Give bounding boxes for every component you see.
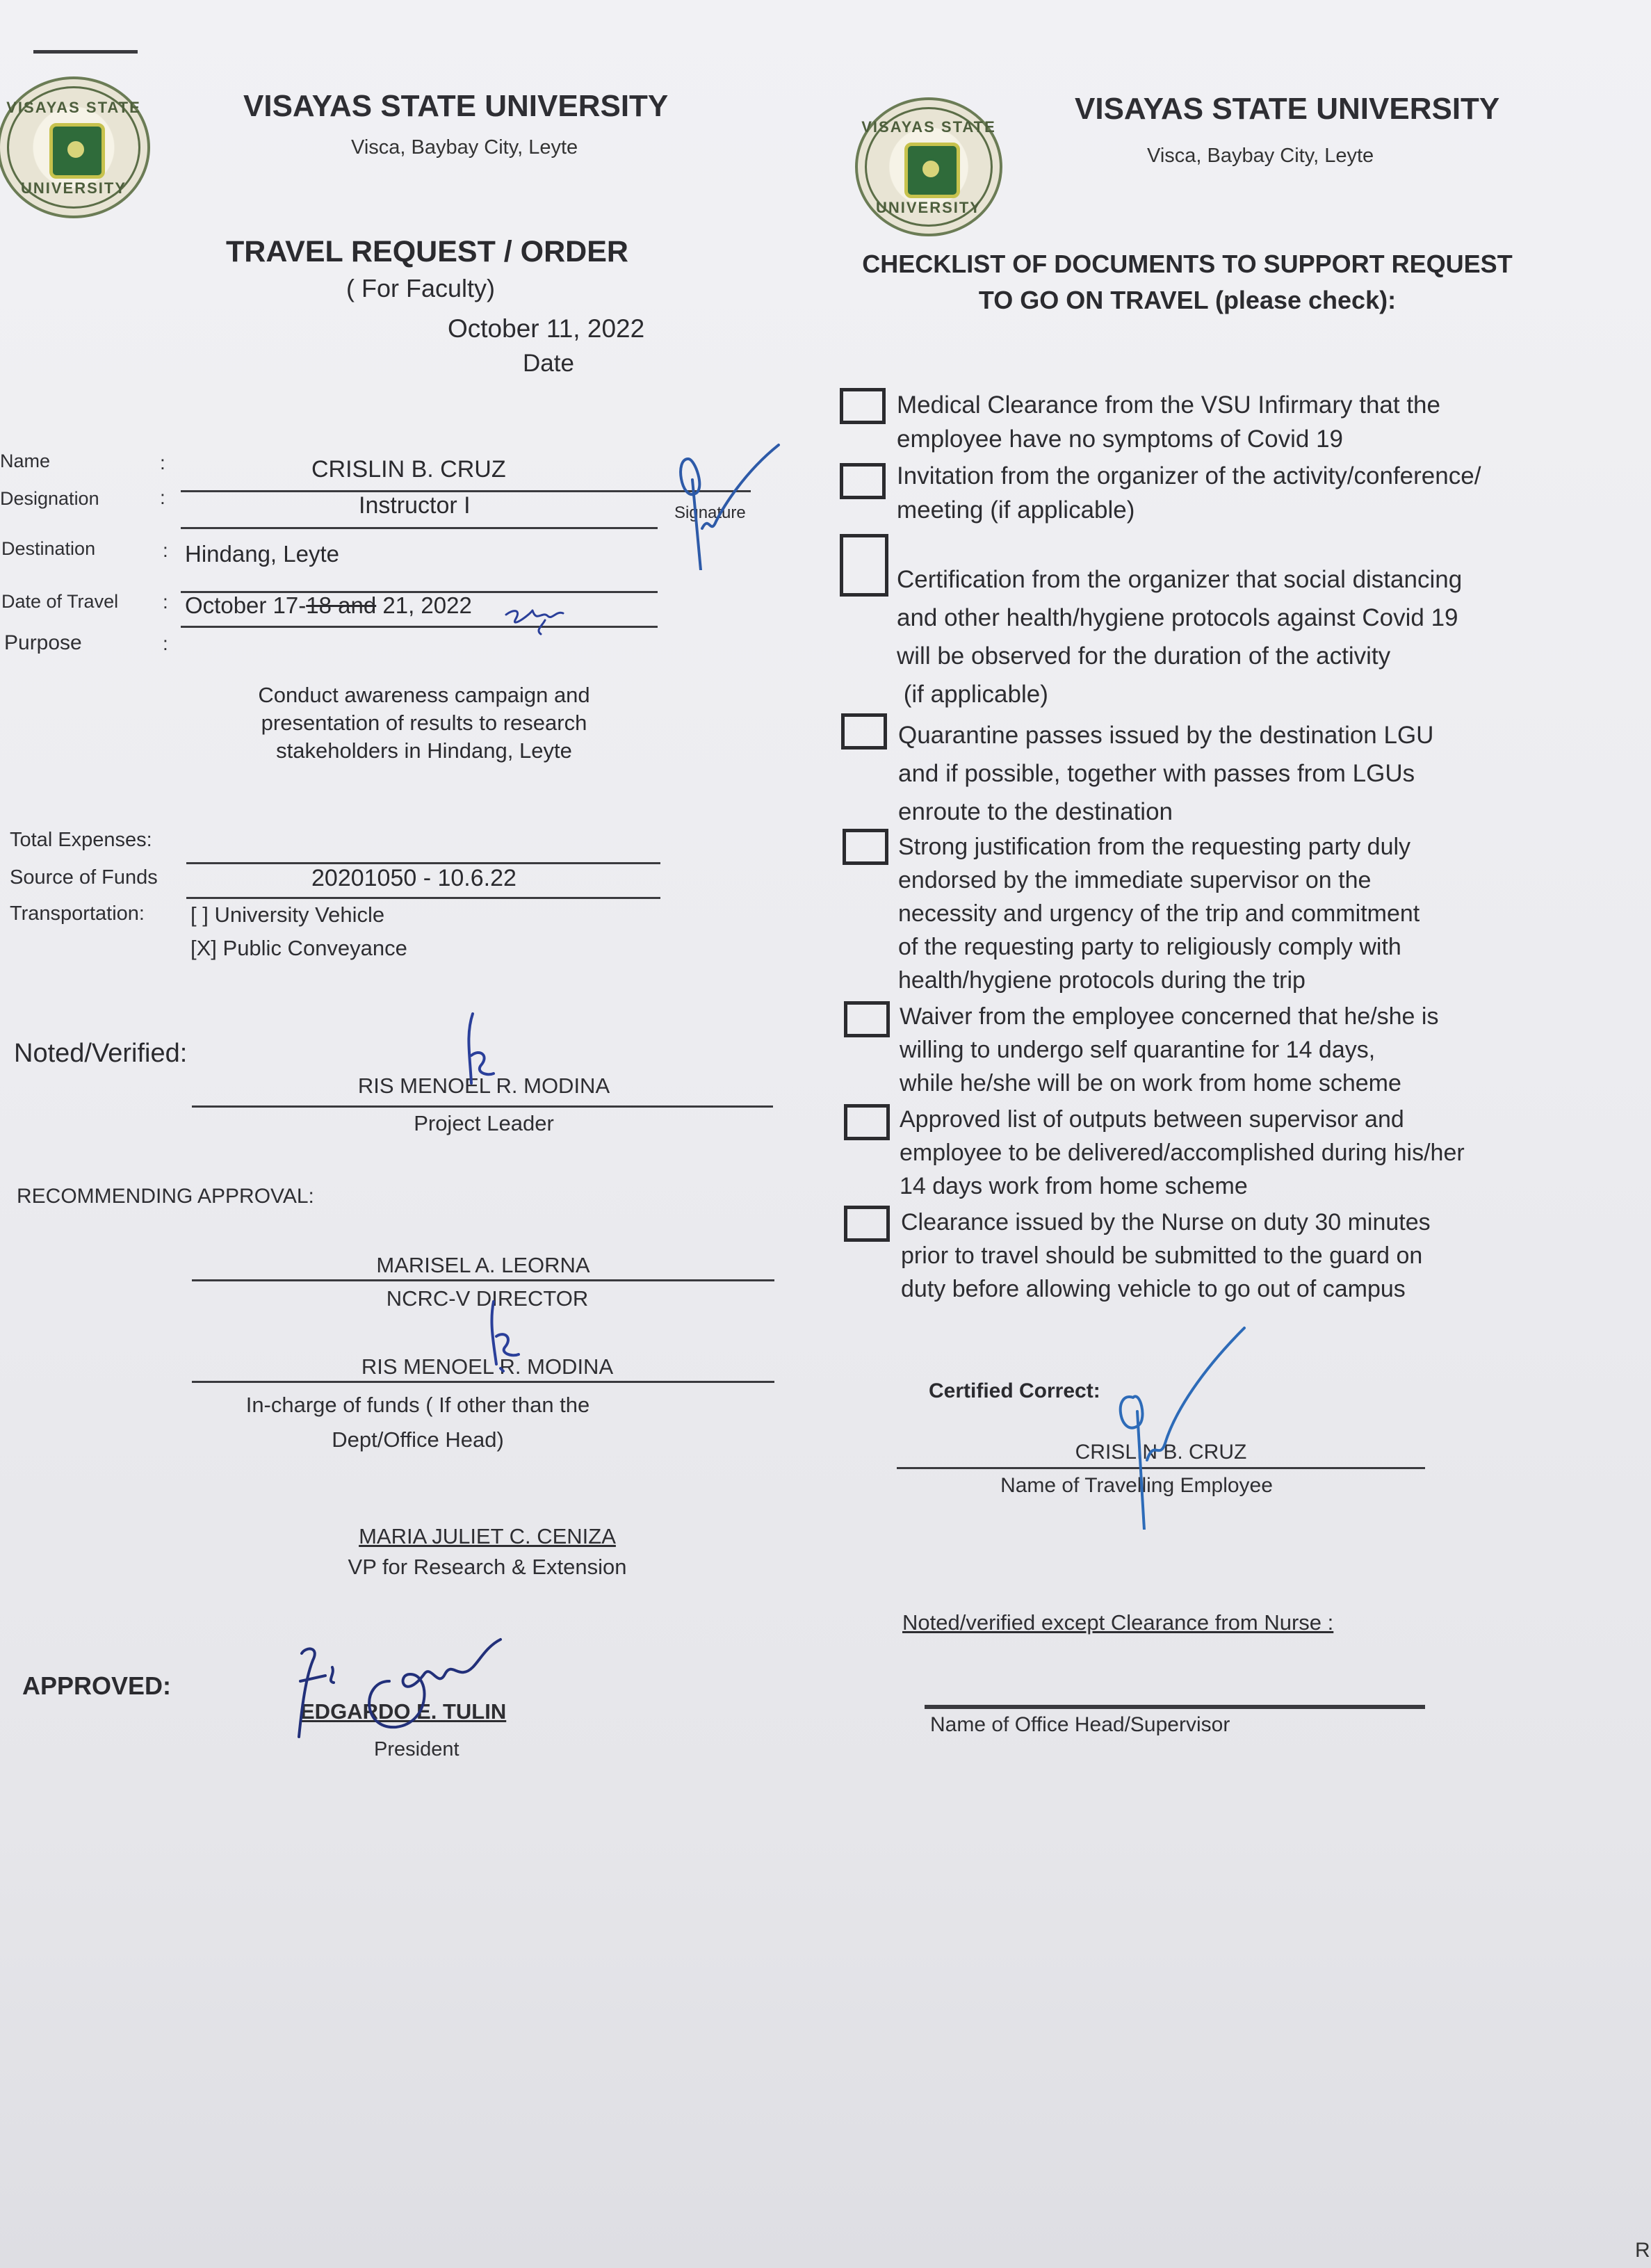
recommending-underline-1: [192, 1279, 774, 1281]
recommending-underline-2: [192, 1381, 774, 1383]
recommending-name-1: MARISEL A. LEORNA: [376, 1253, 590, 1277]
approved-label: APPROVED:: [22, 1671, 172, 1700]
checklist-line: (if applicable): [897, 681, 1048, 708]
checklist-item-waiver: [900, 1000, 1438, 1100]
checklist-title-line-1: CHECKLIST OF DOCUMENTS TO SUPPORT REQUEST: [862, 250, 1513, 278]
checklist-line: Medical Clearance from the VSU Infirmary that the: [897, 391, 1440, 419]
checkbox-strong-justification[interactable]: [843, 829, 888, 865]
employee-signature: [667, 431, 792, 570]
designation-label: Designation: [0, 488, 99, 509]
source-of-funds-value: 20201050 - 10.6.22: [311, 865, 517, 891]
total-expenses-label: Total Expenses:: [10, 829, 152, 851]
checklist-line: employee have no symptoms of Covid 19: [897, 426, 1343, 453]
certified-name: CRISLIN B. CRUZ: [1075, 1441, 1247, 1464]
checklist-item-certification: [897, 560, 1462, 713]
checkbox-approved-outputs[interactable]: [844, 1104, 890, 1140]
recommending-title-3: VP for Research & Extension: [348, 1555, 627, 1579]
checklist-item-nurse-clearance: [901, 1206, 1431, 1306]
seal-text-bottom: UNIVERSITY: [20, 179, 127, 197]
date-of-travel-struck: 18 and: [306, 592, 377, 618]
checklist-item-medical-clearance: [897, 388, 1440, 456]
checkbox-nurse-clearance[interactable]: [844, 1206, 890, 1242]
funds-incharge-signature: [473, 1295, 528, 1378]
recommending-name-2: RIS MENOEL R. MODINA: [361, 1354, 614, 1379]
university-address: Visca, Baybay City, Leyte: [351, 136, 578, 159]
funds-incharge-line-2: Dept/Office Head): [332, 1427, 504, 1452]
checklist-line: employee to be delivered/accomplished during his/her: [900, 1140, 1465, 1166]
checklist-line: endorsed by the immediate supervisor on the: [898, 867, 1372, 893]
checklist-line: duty before allowing vehicle to go out of campus: [901, 1276, 1406, 1302]
purpose-line: presentation of results to research: [261, 711, 587, 735]
checklist-line: Strong justification from the requesting party duly: [898, 834, 1411, 860]
noted-underline: [192, 1105, 773, 1108]
checklist-item-approved-outputs: [900, 1103, 1465, 1203]
university-address: Visca, Baybay City, Leyte: [1147, 145, 1374, 167]
purpose-text: [209, 681, 640, 765]
noted-except-nurse-label: Noted/verified except Clearance from Nurse :: [902, 1610, 1334, 1635]
seal-text-top: VISAYAS STATE: [6, 99, 141, 116]
colon: :: [163, 633, 168, 654]
date-of-travel-value: [185, 592, 472, 619]
university-seal-left: [0, 76, 150, 218]
office-head-underline: [925, 1705, 1425, 1709]
checklist-line: Certification from the organizer that social distancing: [897, 566, 1463, 593]
checklist-title-line-2: TO GO ON TRAVEL (please check):: [978, 286, 1397, 314]
checklist-line: Invitation from the organizer of the activity/conference/: [897, 462, 1481, 489]
date-of-travel-prefix: October 17-: [185, 592, 307, 618]
checklist-line: meeting (if applicable): [897, 496, 1135, 524]
seal-text-top: VISAYAS STATE: [861, 118, 996, 136]
recommending-name-3: MARIA JULIET C. CENIZA: [359, 1524, 616, 1548]
transportation-label: Transportation:: [10, 902, 145, 925]
colon: :: [160, 487, 165, 508]
checklist-line: Waiver from the employee concerned that he/she is: [900, 1003, 1439, 1030]
checklist-line: health/hygiene protocols during the trip: [898, 967, 1306, 994]
colon: :: [160, 452, 165, 473]
purpose-line: Conduct awareness campaign and: [258, 683, 590, 707]
form-subtitle: ( For Faculty): [346, 274, 496, 302]
checklist-item-quarantine-passes: [898, 716, 1433, 831]
approved-name: EDGARDO E. TULIN: [300, 1699, 507, 1724]
name-label: Name: [0, 451, 51, 471]
office-head-title: Name of Office Head/Supervisor: [930, 1713, 1230, 1736]
date-of-travel-underline: [181, 626, 658, 628]
certified-title: Name of Travelling Employee: [1000, 1474, 1273, 1497]
date-of-travel-label: Date of Travel: [1, 591, 119, 612]
date-of-travel-suffix: 21, 2022: [382, 592, 472, 618]
edge-fragment: R: [1635, 2239, 1650, 2262]
checklist-line: enroute to the destination: [898, 798, 1173, 825]
checklist-line: 14 days work from home scheme: [900, 1173, 1248, 1199]
funds-incharge-line-1: In-charge of funds ( If other than the: [245, 1393, 590, 1417]
project-leader-signature: [445, 1007, 501, 1097]
source-of-funds-label: Source of Funds: [10, 866, 158, 889]
noted-name: RIS MENOEL R. MODINA: [357, 1074, 610, 1098]
checklist-title: [840, 246, 1535, 318]
checklist-line: will be observed for the duration of the activity: [897, 642, 1391, 670]
corner-mark: [33, 50, 138, 54]
checklist-line: of the requesting party to religiously comply with: [898, 934, 1401, 960]
university-name: VISAYAS STATE UNIVERSITY: [243, 89, 669, 123]
university-name: VISAYAS STATE UNIVERSITY: [1075, 92, 1500, 126]
name-value: CRISLIN B. CRUZ: [311, 456, 506, 483]
checklist-line: and if possible, together with passes from LGUs: [898, 760, 1415, 787]
checkbox-invitation[interactable]: [840, 463, 886, 499]
checklist-line: while he/she will be on work from home scheme: [900, 1070, 1401, 1096]
colon: :: [163, 540, 168, 561]
signature-label: Signature: [674, 503, 746, 522]
president-signature: [292, 1633, 514, 1751]
colon: :: [163, 591, 168, 613]
checklist-line: Quarantine passes issued by the destination LGU: [898, 722, 1434, 749]
recommending-title-1: NCRC-V DIRECTOR: [386, 1286, 589, 1311]
total-expenses-underline: [186, 862, 660, 864]
date-initials: [501, 595, 577, 637]
designation-underline: [181, 527, 658, 529]
recommending-title-2: [192, 1388, 644, 1457]
checklist-line: necessity and urgency of the trip and commitment: [898, 900, 1420, 927]
seal-emblem-icon: [49, 123, 105, 179]
purpose-label: Purpose: [4, 631, 82, 654]
noted-verified-label: Noted/Verified:: [14, 1039, 188, 1068]
university-seal-right: [855, 97, 1002, 236]
form-title: TRAVEL REQUEST / ORDER: [226, 235, 628, 268]
checkbox-quarantine-passes[interactable]: [841, 713, 887, 750]
checklist-line: prior to travel should be submitted to the guard on: [901, 1242, 1423, 1269]
transport-option-public-conveyance: [X] Public Conveyance: [190, 936, 407, 960]
purpose-line: stakeholders in Hindang, Leyte: [276, 738, 572, 763]
recommending-approval-label: RECOMMENDING APPROVAL:: [17, 1185, 314, 1208]
checklist-line: Approved list of outputs between supervisor and: [900, 1106, 1404, 1133]
certified-signature: [1105, 1321, 1258, 1530]
request-date: October 11, 2022: [448, 314, 645, 343]
destination-value: Hindang, Leyte: [185, 541, 339, 567]
noted-title: Project Leader: [414, 1111, 554, 1135]
checkbox-certification[interactable]: [840, 534, 888, 597]
checkbox-medical-clearance[interactable]: [840, 388, 886, 424]
destination-label: Destination: [1, 538, 96, 559]
certified-correct-label: Certified Correct:: [929, 1379, 1100, 1402]
date-label: Date: [523, 350, 574, 377]
designation-value: Instructor I: [359, 492, 471, 519]
checklist-item-strong-justification: [898, 830, 1420, 997]
checklist-line: and other health/hygiene protocols against Covid 19: [897, 604, 1458, 631]
source-of-funds-underline: [186, 897, 660, 899]
approved-title: President: [374, 1738, 459, 1760]
seal-emblem-icon: [904, 143, 960, 198]
checklist-line: Clearance issued by the Nurse on duty 30 minutes: [901, 1209, 1431, 1236]
seal-text-bottom: UNIVERSITY: [875, 199, 982, 216]
checklist-line: willing to undergo self quarantine for 14 days,: [900, 1037, 1376, 1063]
checkbox-waiver[interactable]: [844, 1001, 890, 1037]
transport-option-university-vehicle: [ ] University Vehicle: [190, 902, 385, 927]
checklist-item-invitation: [897, 459, 1481, 527]
